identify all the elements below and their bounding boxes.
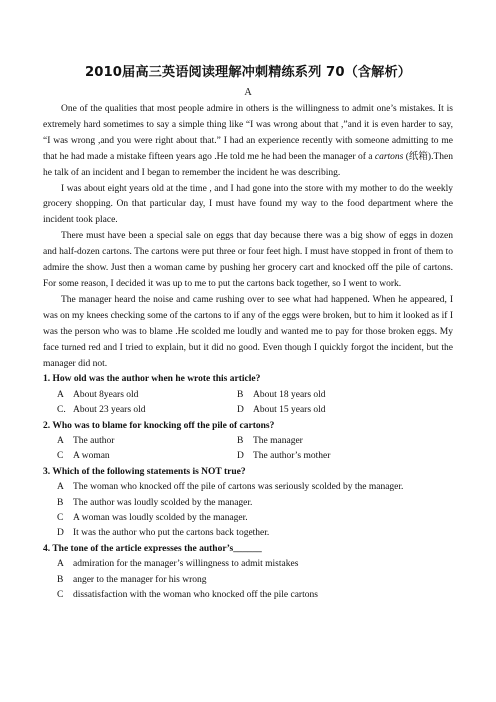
option-1c bbox=[57, 403, 237, 418]
document-page bbox=[43, 64, 453, 604]
option-text: About 15 years old bbox=[253, 405, 326, 416]
option-text: About 8years old bbox=[73, 389, 139, 400]
paragraph-1 bbox=[43, 102, 453, 182]
option-letter: B bbox=[237, 389, 244, 400]
option-letter: D bbox=[57, 528, 64, 539]
option-letter: C bbox=[57, 513, 64, 524]
option-letter: B bbox=[57, 574, 64, 585]
question-2: 2. Who was to blame for knocking off the pile of cartons? bbox=[43, 420, 275, 431]
paragraph-1-text-end: (纸箱).Then he talk of an incident and I began to remember the incident he was describing. bbox=[43, 151, 453, 178]
option-letter: C bbox=[57, 590, 64, 601]
option-4c bbox=[43, 588, 453, 603]
option-text: It was the author who put the cartons back together. bbox=[73, 528, 270, 539]
option-letter: B bbox=[237, 436, 244, 447]
option-letter: A bbox=[57, 559, 64, 570]
option-letter: A bbox=[57, 389, 64, 400]
question-1-options-row-2 bbox=[43, 403, 453, 418]
option-letter: B bbox=[57, 497, 64, 508]
question-4: 4. The tone of the article expresses the author’s______ bbox=[43, 543, 262, 554]
option-text: A woman was loudly scolded by the manager. bbox=[73, 513, 248, 524]
option-text: dissatisfaction with the woman who knocked off the pile cartons bbox=[73, 590, 318, 601]
option-text: admiration for the manager’s willingness to admit mistakes bbox=[73, 559, 299, 570]
question-3: 3. Which of the following statements is NOT true? bbox=[43, 466, 246, 477]
option-3b bbox=[43, 496, 453, 511]
option-letter: A bbox=[57, 436, 64, 447]
paragraph-1-text: One of the qualities that most people admire in others is the willingness to admit one’s mistakes. It is extremely hard sometimes to say a simple thing like “I was wrong about that ,”and it is even harder to say, “I was wrong ,and you were right about that.” I had an experience recently with someone admitting to me that he had made a mistake fifteen years ago .He told me he had been the manager of a bbox=[43, 104, 453, 162]
option-letter: D bbox=[237, 405, 244, 416]
option-letter: D bbox=[237, 451, 244, 462]
option-1b bbox=[237, 388, 417, 403]
option-text: A woman bbox=[73, 451, 110, 462]
question-1: 1. How old was the author when he wrote this article? bbox=[43, 374, 261, 385]
section-label: A bbox=[244, 87, 252, 98]
question-1-options-row-1 bbox=[43, 388, 453, 403]
option-2c bbox=[57, 449, 237, 464]
option-text: The author’s mother bbox=[253, 451, 331, 462]
option-4a bbox=[43, 557, 453, 572]
option-text: The woman who knocked off the pile of cartons was seriously scolded by the manager. bbox=[73, 482, 404, 493]
option-1d bbox=[237, 403, 417, 418]
option-4b bbox=[43, 573, 453, 588]
option-letter: A bbox=[57, 482, 64, 493]
option-text: The manager bbox=[253, 436, 303, 447]
option-2b bbox=[237, 434, 417, 449]
question-2-options-row-2 bbox=[43, 449, 453, 464]
option-3a bbox=[43, 480, 453, 495]
option-3c bbox=[43, 511, 453, 526]
option-text: About 18 years old bbox=[253, 389, 326, 400]
cartons-word: cartons bbox=[374, 151, 404, 162]
option-2a bbox=[57, 434, 237, 449]
option-letter: C bbox=[57, 451, 64, 462]
question-2-options-row-1 bbox=[43, 434, 453, 449]
option-text: About 23 years old bbox=[73, 405, 146, 416]
option-text: The author was loudly scolded by the manager. bbox=[73, 497, 253, 508]
paragraph-3: There must have been a special sale on eggs that day because there was a big show of eggs in dozen and half-dozen cartons. The cartons were put three or four feet high. I must have stopped in front of them to admire the show. Just then a woman came by pushing her grocery cart and knocked off the pile of cartons. For some reason, I decided it was up to me to put the cartons back together, so I went to work. bbox=[43, 231, 453, 289]
option-text: The author bbox=[73, 436, 115, 447]
option-1a bbox=[57, 388, 237, 403]
option-2d bbox=[237, 449, 417, 464]
option-letter: C. bbox=[57, 405, 66, 416]
paragraph-4: The manager heard the noise and came rushing over to see what had happened. When he appeared, I was on my knees checking some of the cartons to if any of the eggs were broken, but to him it looked as if I was the person who was to blame .He scolded me loudly and wanted me to pay for those broken eggs. My face turned red and I tried to explain, but it did no good. Even though I quickly forgot the incident, but the manager did not. bbox=[43, 294, 453, 369]
document-title: 2010届高三英语阅读理解冲刺精练系列 70（含解析） bbox=[84, 65, 412, 80]
option-3d bbox=[43, 526, 453, 541]
paragraph-2: I was about eight years old at the time , and I had gone into the store with my mother to do the weekly grocery shopping. On that particular day, I must have found my way to the food department where the incident took place. bbox=[43, 183, 453, 226]
option-text: anger to the manager for his wrong bbox=[73, 574, 207, 585]
